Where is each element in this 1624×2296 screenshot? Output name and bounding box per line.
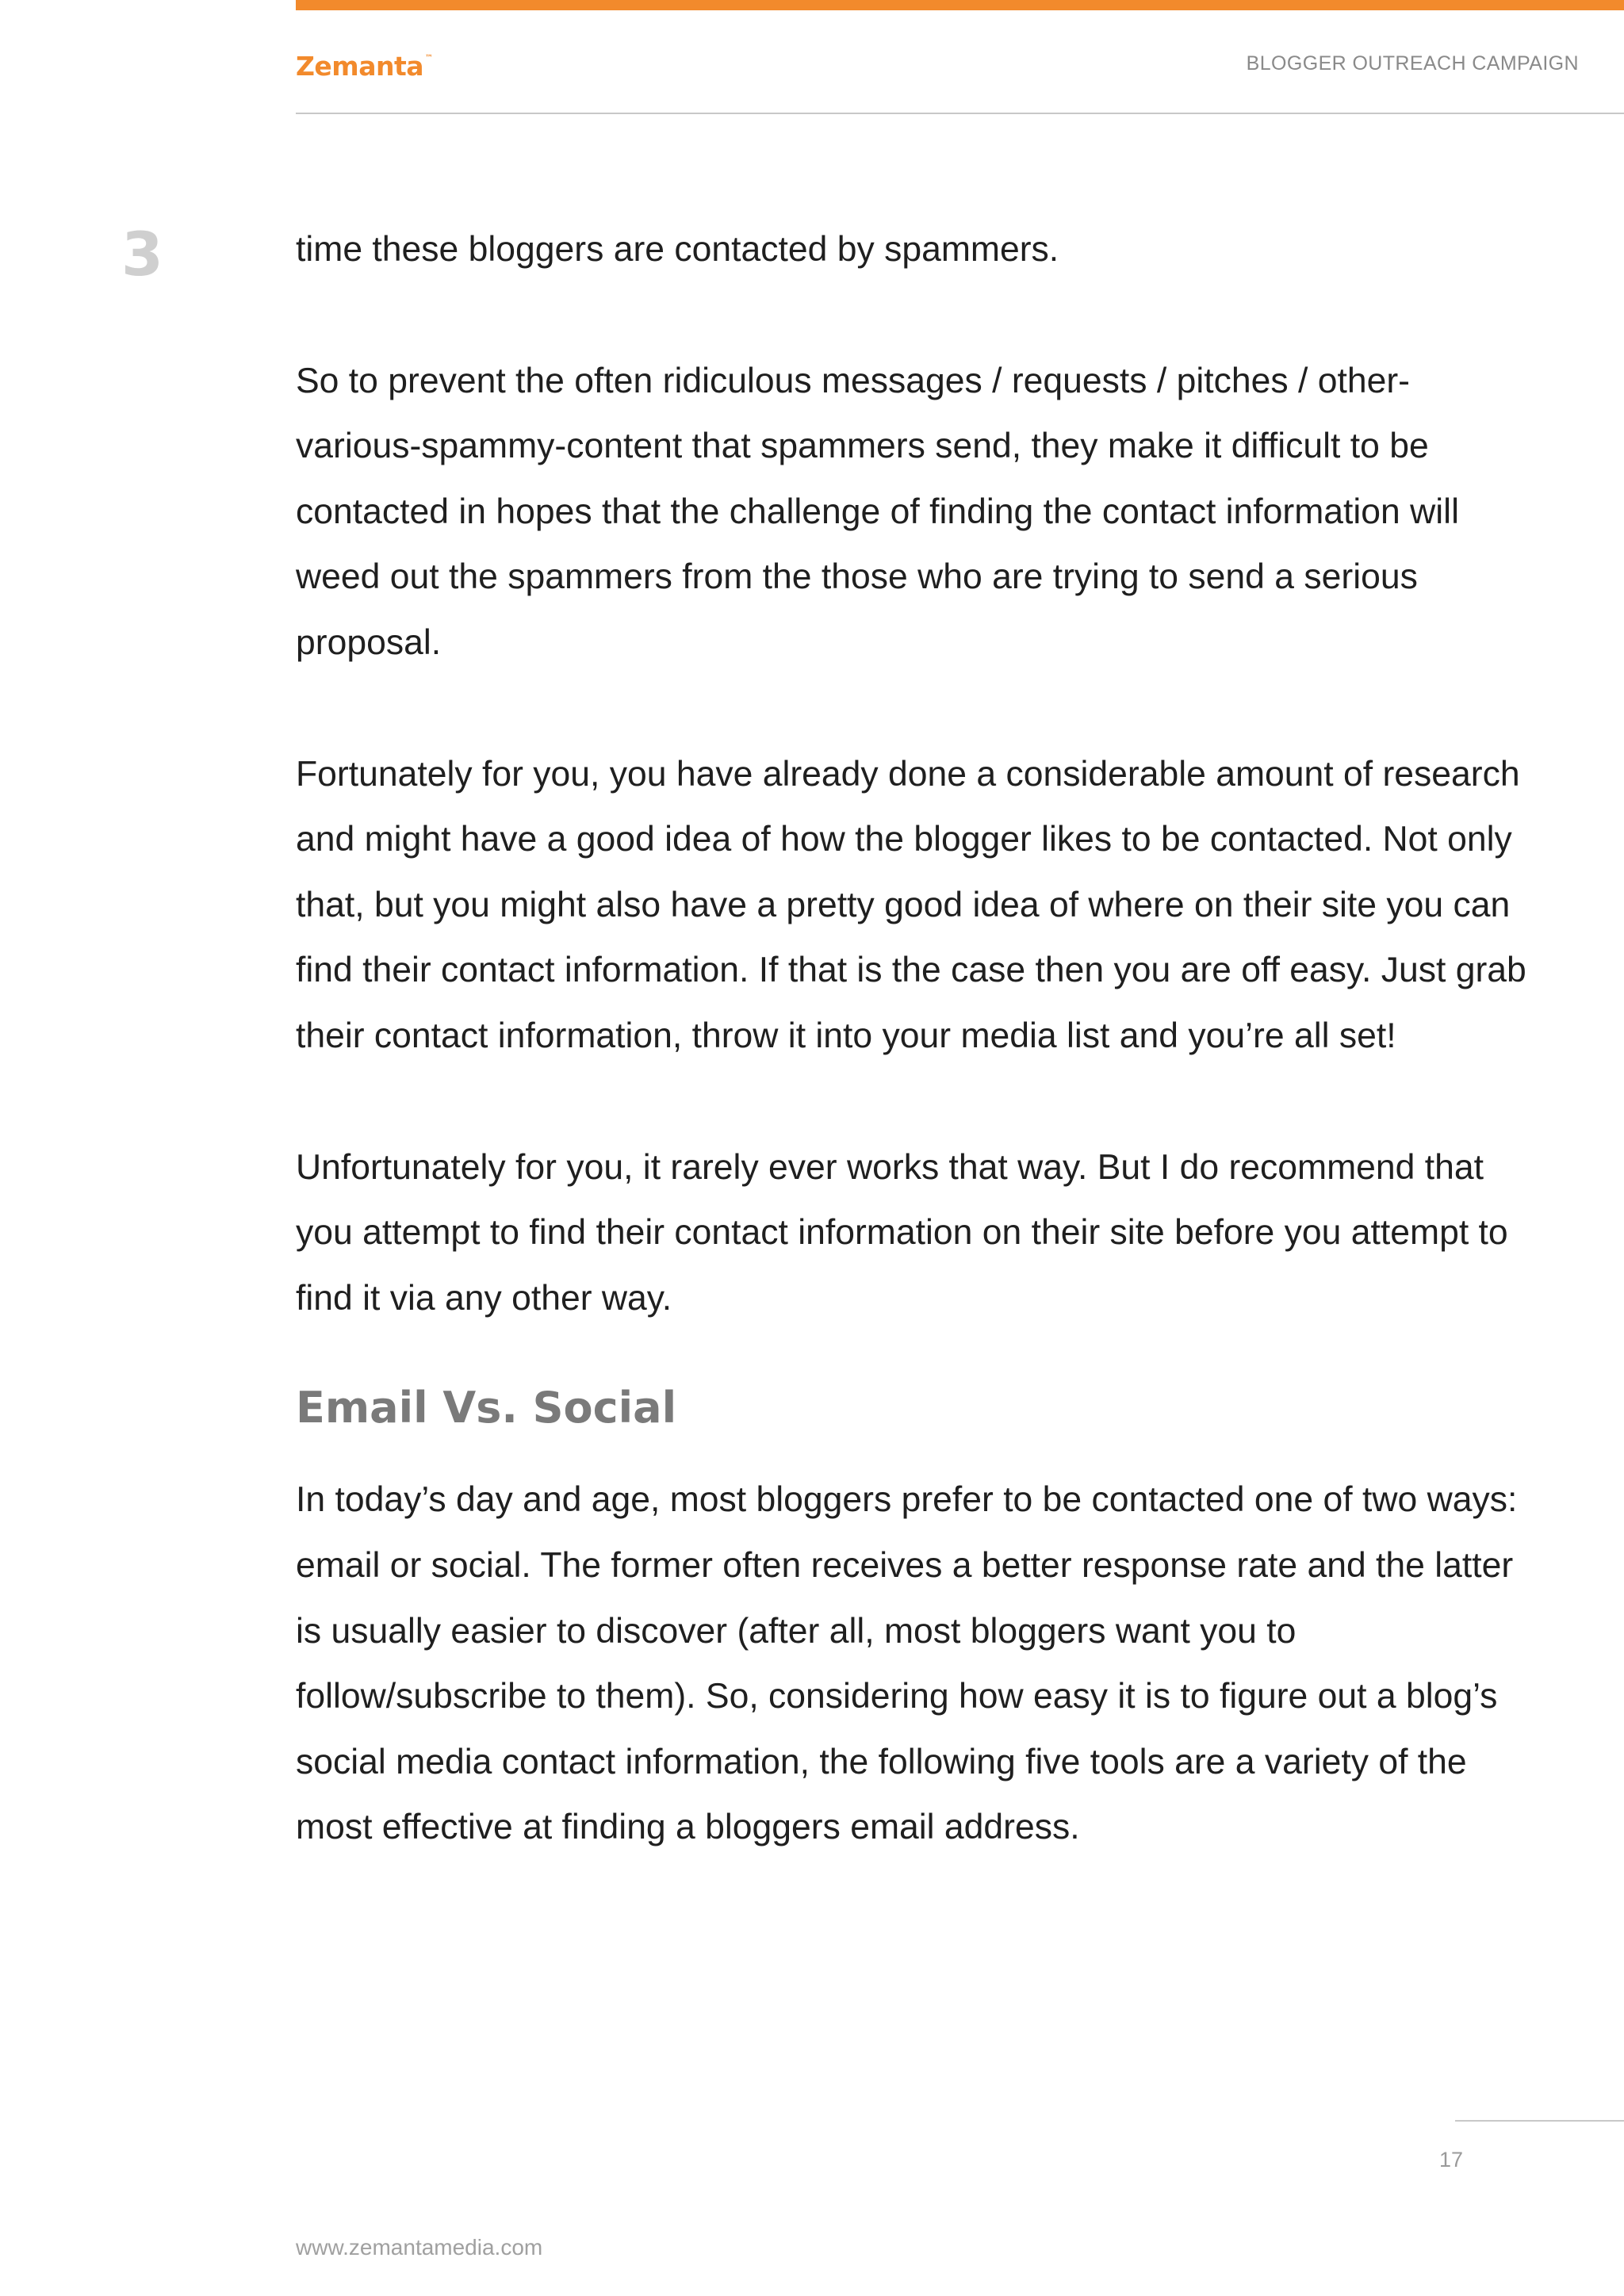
header-divider: [296, 113, 1624, 114]
document-title: BLOGGER OUTREACH CAMPAIGN: [1246, 52, 1579, 75]
body-paragraph-1: time these bloggers are contacted by spammers.: [296, 230, 1059, 269]
footer-divider: [1455, 2120, 1624, 2122]
body-paragraph-3: Fortunately for you, you have already done a considerable amount of research and might have a good idea of how the blogger likes to be contacted. Not only that, but you might also have a pretty good idea of where on their site you can find their contact information. If that is the case then you are off easy. Just grab their contact information, throw it into your media list and you’re all set!: [296, 754, 1526, 1055]
body-paragraph-2: So to prevent the often ridiculous messages / requests / pitches / other-various-spammy-content that spammers send, they make it difficult to be contacted in hopes that the challenge of finding the contact information will weed out the spammers from the those who are trying to send a serious proposal.: [296, 361, 1459, 662]
logo-trademark: ™: [425, 54, 433, 63]
zemanta-logo: [296, 51, 433, 82]
section-heading: Email Vs. Social: [296, 1383, 677, 1433]
page-number: 17: [1439, 2148, 1464, 2172]
body-paragraph-4: Unfortunately for you, it rarely ever works that way. But I do recommend that you attempt to find their contact information on their site before you attempt to find it via any other way.: [296, 1147, 1508, 1318]
top-accent-bar: [296, 0, 1624, 10]
section-paragraph: In today’s day and age, most bloggers prefer to be contacted one of two ways: email or social. The former often receives a better response rate and the latter is usually easier to discover (after all, most bloggers want you to follow/subscribe to them). So, considering how easy it is to figure out a blog’s social media contact information, the following five tools are a variety of the most effective at finding a bloggers email address.: [296, 1480, 1518, 1847]
footer-url[interactable]: www.zemantamedia.com: [296, 2235, 543, 2260]
logo-text: Zemanta: [296, 51, 424, 82]
page-content: [296, 217, 1533, 1927]
chapter-number: 3: [121, 219, 163, 289]
